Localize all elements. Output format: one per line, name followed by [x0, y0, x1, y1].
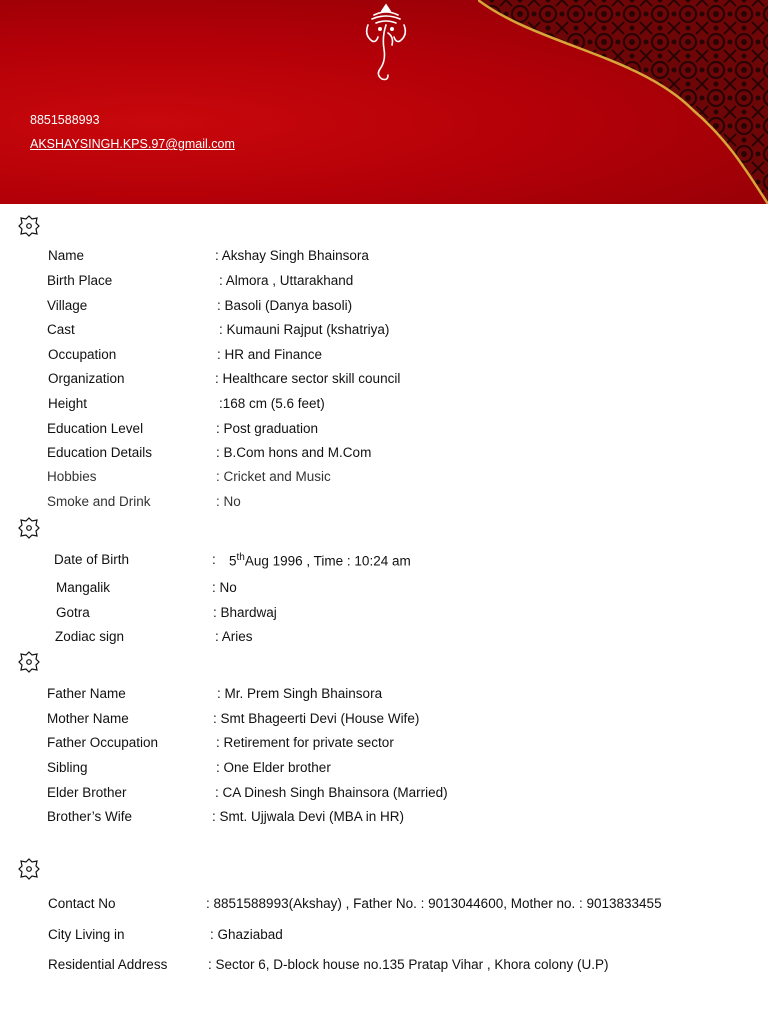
detail-value: : Post graduation — [216, 421, 319, 436]
detail-value: : Kumauni Rajput (kshatriya) — [219, 322, 390, 337]
ganesh-icon — [362, 3, 410, 83]
detail-value: : Cricket and Music — [216, 469, 331, 484]
detail-value: : No — [216, 494, 241, 509]
detail-label: Gotra — [56, 605, 90, 620]
dob-value — [229, 552, 411, 569]
detail-value: : No — [212, 580, 237, 595]
detail-value: : Smt. Ujjwala Devi (MBA in HR) — [212, 809, 405, 824]
header-email-link[interactable]: AKSHAYSINGH.KPS.97@gmail.com — [30, 137, 235, 151]
detail-label: Birth Place — [47, 273, 113, 288]
detail-label: Occupation — [48, 347, 117, 362]
ornamental-pattern — [478, 0, 768, 204]
detail-label: Brother’s Wife — [47, 809, 133, 824]
detail-label: Smoke and Drink — [47, 494, 151, 509]
detail-label: Education Level — [47, 421, 144, 436]
detail-value: : Akshay Singh Bhainsora — [215, 248, 369, 263]
detail-label: City Living in — [48, 927, 125, 942]
detail-label: Zodiac sign — [55, 629, 125, 644]
detail-label: Mother Name — [47, 711, 129, 726]
lotus-bullet-icon — [18, 651, 40, 673]
detail-value: : Almora , Uttarakhand — [219, 273, 354, 288]
detail-label: Contact No — [48, 896, 116, 911]
dob-day: 5 — [229, 553, 237, 569]
detail-value: : HR and Finance — [217, 347, 323, 362]
detail-label: Father Name — [47, 686, 126, 701]
dob-suffix: th — [236, 552, 245, 563]
detail-value: : Mr. Prem Singh Bhainsora — [217, 686, 383, 701]
header-phone: 8851588993 — [30, 113, 100, 127]
detail-label: Organization — [48, 371, 125, 386]
detail-value: : Ghaziabad — [210, 927, 283, 942]
lotus-bullet-icon — [18, 517, 40, 539]
detail-value: : Smt Bhageerti Devi (House Wife) — [213, 711, 420, 726]
detail-label: Elder Brother — [47, 785, 127, 800]
detail-label: Height — [48, 396, 88, 411]
lotus-bullet-icon — [18, 858, 40, 880]
detail-value: : Basoli (Danya basoli) — [217, 298, 353, 313]
header-banner — [0, 0, 768, 204]
dob-colon: : — [212, 552, 216, 567]
detail-label: Sibling — [47, 760, 88, 775]
detail-value: : Sector 6, D-block house no.135 Pratap Vihar , Khora colony (U.P) — [208, 957, 609, 972]
detail-label: Father Occupation — [47, 735, 159, 750]
detail-value: : B.Com hons and M.Com — [216, 445, 372, 460]
dob-label: Date of Birth — [54, 552, 130, 567]
detail-value: : CA Dinesh Singh Bhainsora (Married) — [215, 785, 448, 800]
detail-value: :168 cm (5.6 feet) — [219, 396, 325, 411]
detail-value: : Aries — [215, 629, 253, 644]
detail-value: : Bhardwaj — [213, 605, 277, 620]
detail-label: Cast — [47, 322, 75, 337]
detail-value: : 8851588993(Akshay) , Father No. : 9013044600, Mother no. : 9013833455 — [206, 896, 662, 911]
detail-value: : Retirement for private sector — [216, 735, 394, 750]
detail-label: Residential Address — [48, 957, 168, 972]
detail-value: : One Elder brother — [216, 760, 331, 775]
detail-label: Name — [48, 248, 85, 263]
dob-rest: Aug 1996 , Time : 10:24 am — [244, 553, 411, 569]
detail-label: Hobbies — [47, 469, 97, 484]
detail-label: Mangalik — [56, 580, 111, 595]
detail-label: Village — [47, 298, 88, 313]
lotus-bullet-icon — [18, 215, 40, 237]
detail-label: Education Details — [47, 445, 153, 460]
detail-value: : Healthcare sector skill council — [215, 371, 401, 386]
